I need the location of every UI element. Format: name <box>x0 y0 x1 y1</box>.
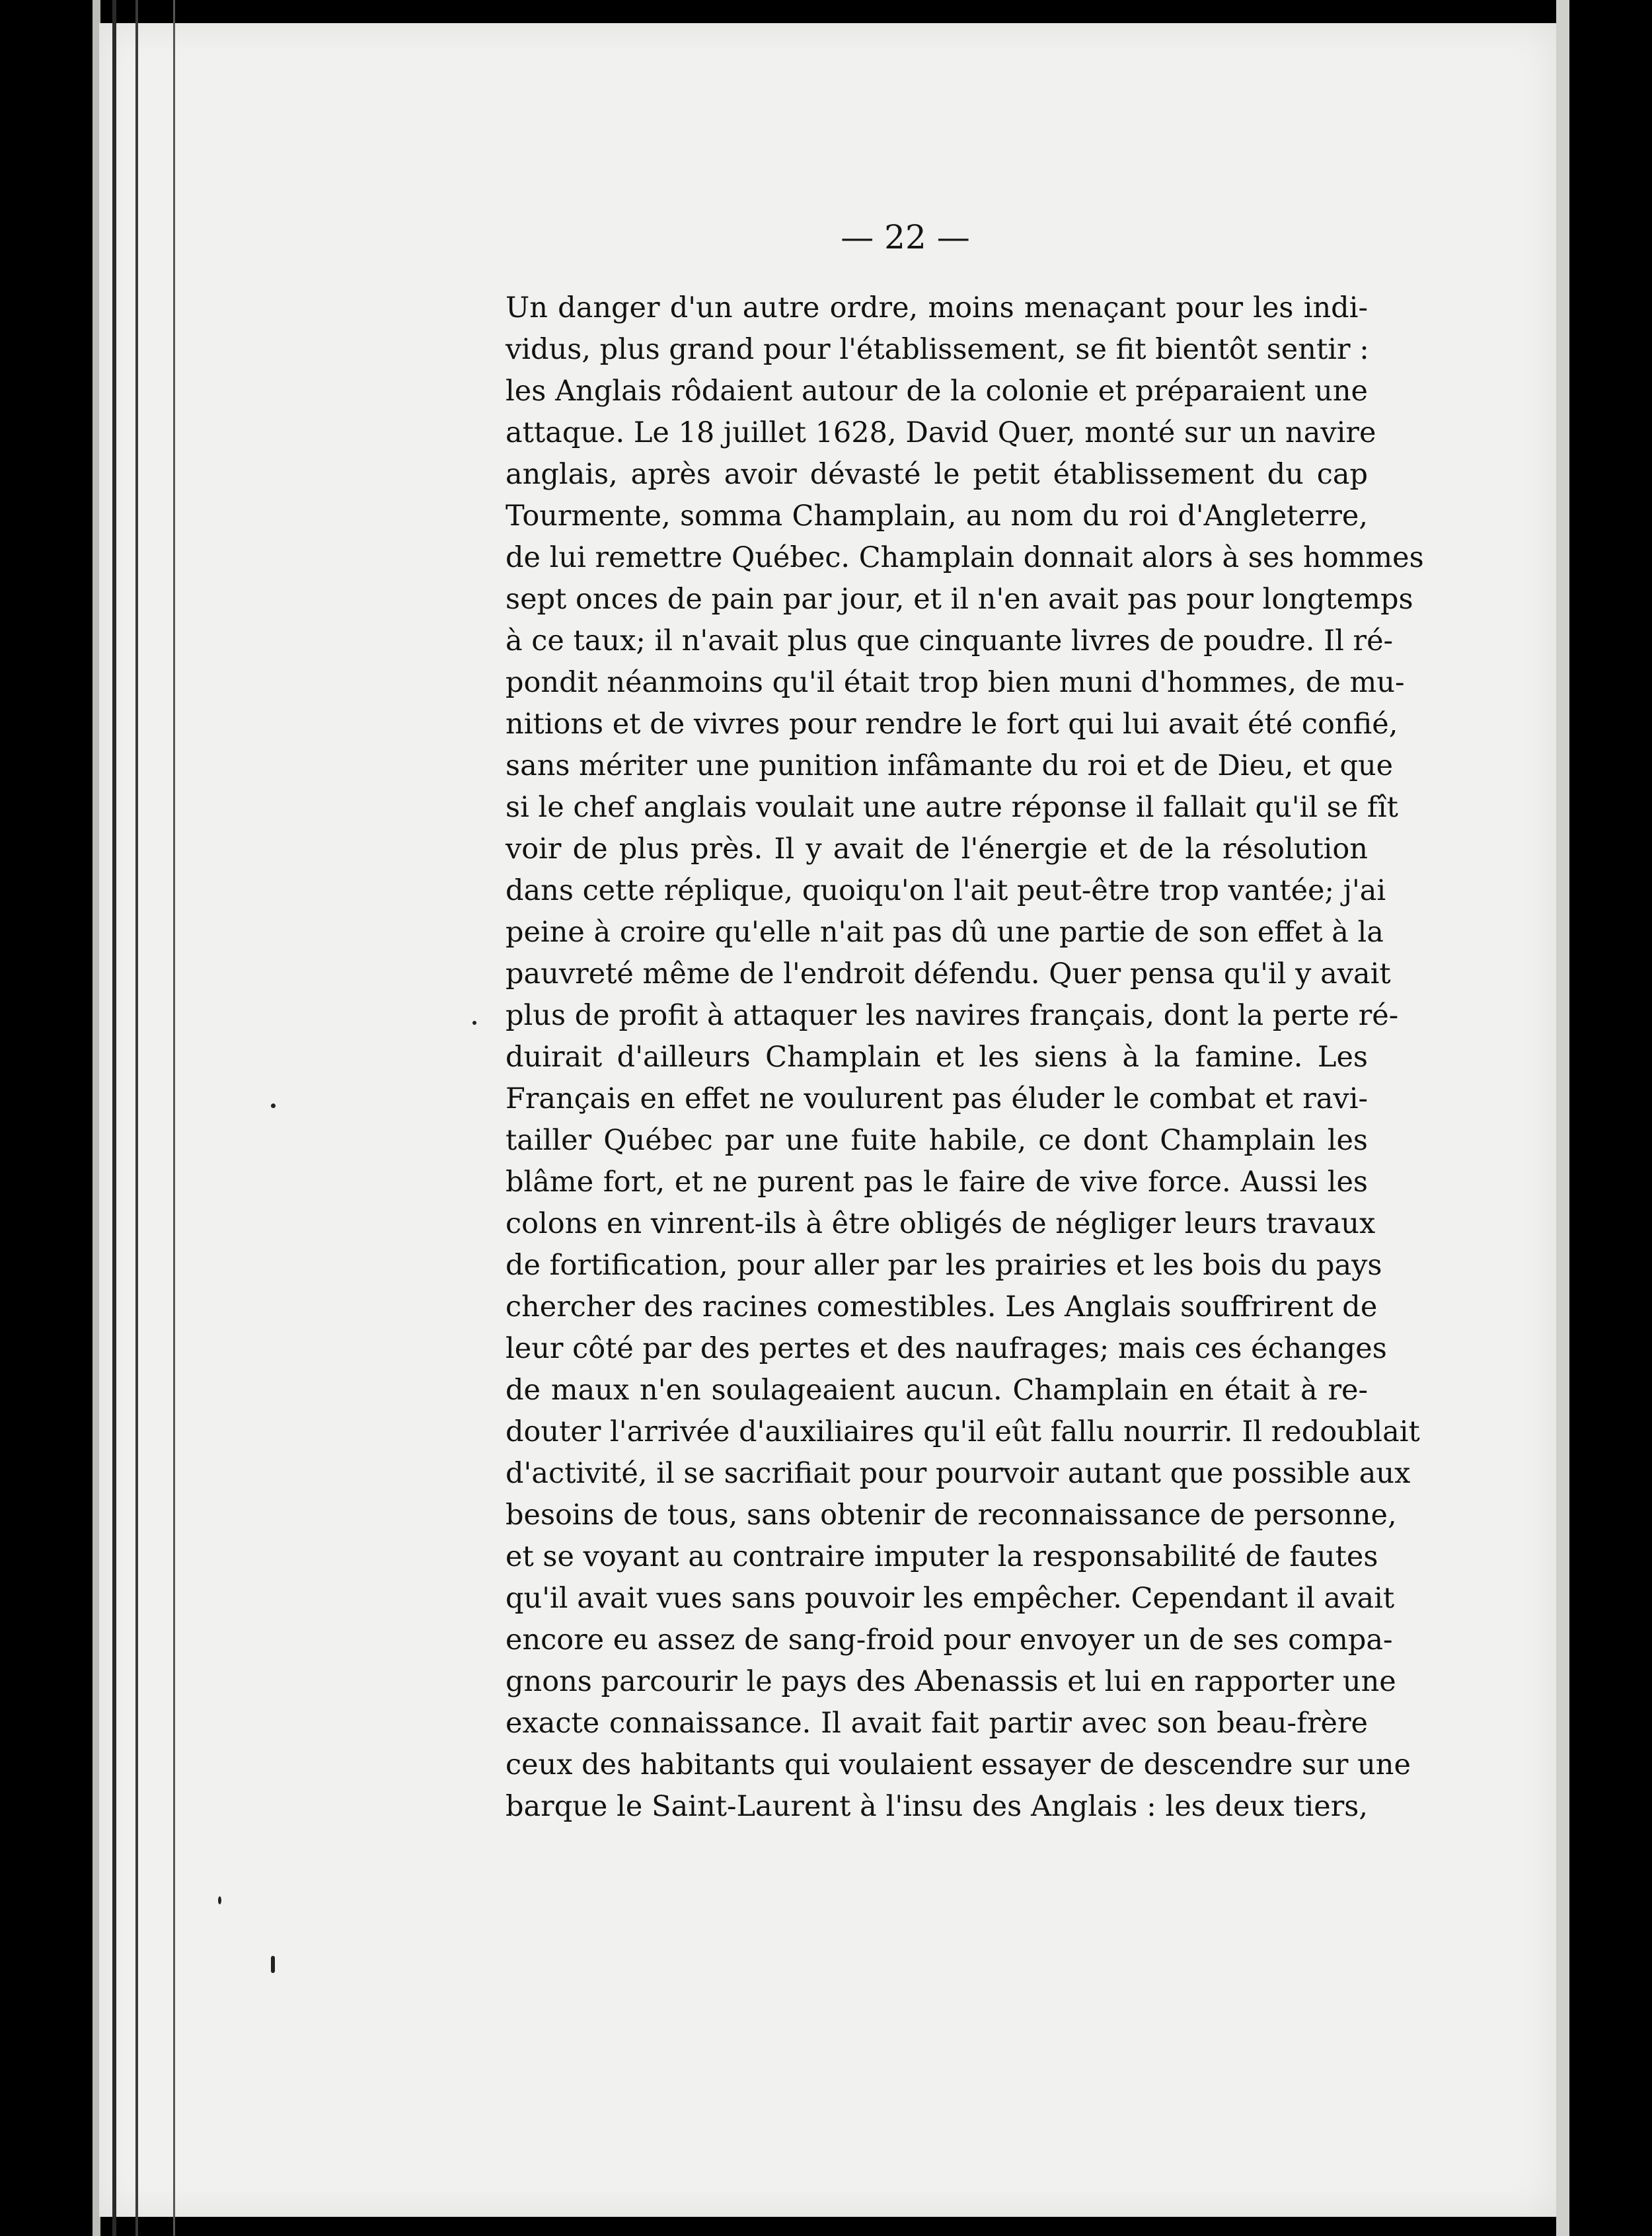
binding-shadow-line <box>112 0 116 2236</box>
text-line: barque le Saint-Laurent à l'insu des Anglais : les deux tiers, <box>506 1790 1368 1823</box>
text-line: pauvreté même de l'endroit défendu. Quer pensa qu'il y avait <box>506 957 1391 990</box>
text-line: sans mériter une punition infâmante du roi et de Dieu, et que <box>506 749 1394 782</box>
text-line: colons en vinrent-ils à être obligés de négliger leurs travaux <box>506 1207 1376 1240</box>
dust-speck <box>271 1103 276 1108</box>
text-line: de lui remettre Québec. Champlain donnait alors à ses hommes <box>506 541 1424 574</box>
binding-shadow-line <box>173 0 175 2236</box>
text-line: chercher des racines comestibles. Les Anglais souffrirent de <box>506 1290 1378 1323</box>
dust-speck <box>472 1021 476 1025</box>
dust-speck <box>271 1956 275 1973</box>
text-line: encore eu assez de sang-froid pour envoyer un de ses compa- <box>506 1623 1393 1657</box>
text-line: de fortification, pour aller par les prairies et les bois du pays <box>506 1249 1382 1282</box>
text-line: besoins de tous, sans obtenir de reconnaissance de personne, <box>506 1499 1397 1532</box>
text-line: douter l'arrivée d'auxiliaires qu'il eût fallu nourrir. Il redoublait <box>506 1415 1420 1448</box>
text-line: gnons parcourir le pays des Abenassis et lui en rapporter une <box>506 1665 1396 1698</box>
dust-speck <box>218 1896 221 1904</box>
text-line: de maux n'en soulageaient aucun. Champlain en était à re- <box>506 1374 1368 1407</box>
text-line: Français en effet ne voulurent pas éluder le combat et ravi- <box>506 1082 1368 1115</box>
text-line: plus de profit à attaquer les navires français, dont la perte ré- <box>506 999 1399 1032</box>
text-line: dans cette réplique, quoiqu'on l'ait peut-être trop vantée; j'ai <box>506 874 1386 907</box>
binding-shadow-line <box>135 0 138 2236</box>
page-number-header: — 22 — <box>841 218 970 256</box>
text-line: Un danger d'un autre ordre, moins menaçant pour les indi- <box>506 291 1368 324</box>
text-line: les Anglais rôdaient autour de la colonie et préparaient une <box>506 375 1368 408</box>
text-line: si le chef anglais voulait une autre réponse il fallait qu'il se fît <box>506 791 1398 824</box>
text-line: exacte connaissance. Il avait fait partir avec son beau-frère <box>506 1707 1368 1740</box>
text-line: blâme fort, et ne purent pas le faire de vive force. Aussi les <box>506 1166 1368 1199</box>
text-line: qu'il avait vues sans pouvoir les empêcher. Cependant il avait <box>506 1582 1395 1615</box>
text-line: et se voyant au contraire imputer la responsabilité de fautes <box>506 1540 1378 1573</box>
text-line: d'activité, il se sacrifiait pour pourvoir autant que possible aux <box>506 1457 1411 1490</box>
text-line: Tourmente, somma Champlain, au nom du roi d'Angleterre, <box>506 500 1368 533</box>
text-line: sept onces de pain par jour, et il n'en avait pas pour longtemps <box>506 583 1413 616</box>
text-line: voir de plus près. Il y avait de l'énergie et de la résolution <box>506 833 1368 866</box>
page-body-text <box>506 287 1424 1828</box>
text-line: attaque. Le 18 juillet 1628, David Quer, monté sur un navire <box>506 416 1376 449</box>
text-line: à ce taux; il n'avait plus que cinquante livres de poudre. Il ré- <box>506 624 1394 657</box>
text-line: nitions et de vivres pour rendre le fort qui lui avait été confié, <box>506 708 1398 741</box>
text-line: ceux des habitants qui voulaient essayer de descendre sur une <box>506 1748 1411 1781</box>
text-line: peine à croire qu'elle n'ait pas dû une partie de son effet à la <box>506 916 1384 949</box>
text-line: duirait d'ailleurs Champlain et les siens à la famine. Les <box>506 1041 1368 1074</box>
text-line: vidus, plus grand pour l'établissement, se fit bientôt sentir : <box>506 333 1369 366</box>
page-right-edge <box>1556 0 1569 2236</box>
text-line: leur côté par des pertes et des naufrages; mais ces échanges <box>506 1332 1387 1365</box>
text-line: pondit néanmoins qu'il était trop bien muni d'hommes, de mu- <box>506 666 1405 699</box>
text-line: anglais, après avoir dévasté le petit établissement du cap <box>506 458 1368 491</box>
text-line: tailler Québec par une fuite habile, ce dont Champlain les <box>506 1124 1368 1157</box>
